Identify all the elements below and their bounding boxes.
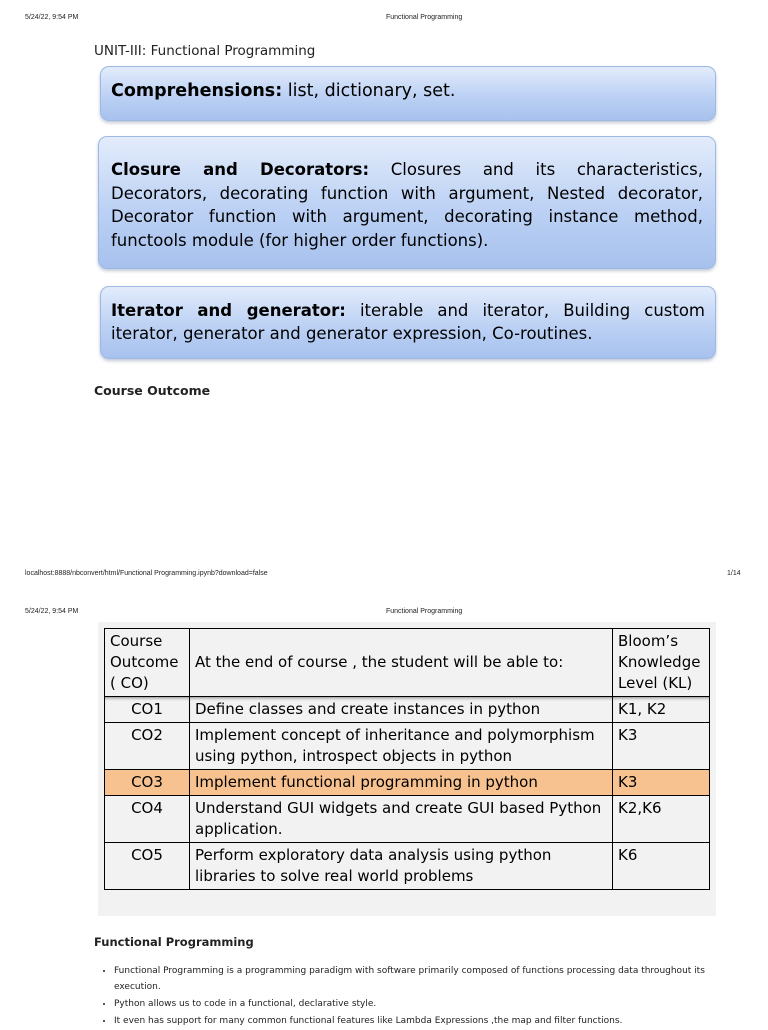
header-description: At the end of course , the student will be able to:	[190, 629, 613, 697]
header-co: Course Outcome ( CO)	[105, 629, 190, 697]
print-title: Functional Programming	[386, 608, 463, 615]
co-description: Perform exploratory data analysis using python libraries to solve real world problems	[190, 843, 613, 890]
box-heading: Closure and Decorators:	[111, 160, 370, 179]
header-kl: Bloom’s Knowledge Level (KL)	[613, 629, 710, 697]
box-text: iterable and iterator, Building custom iterator, generator and generator expression, Co-routines.	[111, 301, 706, 343]
functional-programming-heading: Functional Programming	[94, 935, 254, 949]
box-text: Closures and its characteristics, Decorators, decorating function with argument, Nested decorator, Decorator function with argument, decorating instance method, functools module (for higher order functions).	[111, 160, 703, 250]
co-code: CO5	[105, 843, 190, 890]
page-url: localhost:8888/nbconvert/html/Functional Programming.ipynb?download=false	[25, 570, 268, 577]
course-outcome-table	[104, 628, 710, 890]
co-code: CO1	[105, 697, 190, 723]
unit-title: UNIT-III: Functional Programming	[94, 43, 316, 59]
co-code: CO3	[105, 770, 190, 796]
comprehensions-box	[100, 66, 716, 121]
co-kl: K1, K2	[613, 697, 710, 723]
co-code: CO2	[105, 723, 190, 770]
list-item: • Python allows us to code in a functional, declarative style.	[114, 996, 734, 1012]
co-kl: K3	[613, 770, 710, 796]
co-kl: K6	[613, 843, 710, 890]
co-code: CO4	[105, 796, 190, 843]
table-header-row	[105, 629, 710, 697]
co-description: Implement functional programming in python	[190, 770, 613, 796]
table-row	[105, 697, 710, 723]
list-item: • Functional Programming is a programming paradigm with software primarily composed of functions processing data throughout its execution.	[114, 963, 734, 995]
iterator-generator-box	[100, 286, 716, 359]
co-description: Implement concept of inheritance and polymorphism using python, introspect objects in python	[190, 723, 613, 770]
print-date: 5/24/22, 9:54 PM	[25, 14, 79, 21]
co-description: Define classes and create instances in python	[190, 697, 613, 723]
fp-bullet-list	[96, 963, 734, 1030]
table-row	[105, 796, 710, 843]
box-heading: Comprehensions:	[111, 81, 283, 101]
co-description: Understand GUI widgets and create GUI based Python application.	[190, 796, 613, 843]
print-date: 5/24/22, 9:54 PM	[25, 608, 79, 615]
table-row	[105, 723, 710, 770]
co-kl: K2,K6	[613, 796, 710, 843]
box-heading: Iterator and generator:	[111, 301, 346, 320]
box-text: list, dictionary, set.	[282, 81, 456, 101]
closure-decorators-box	[98, 136, 716, 269]
print-title: Functional Programming	[386, 14, 463, 21]
co-kl: K3	[613, 723, 710, 770]
table-row	[105, 843, 710, 890]
table-row-highlighted	[105, 770, 710, 796]
course-outcome-heading: Course Outcome	[94, 383, 211, 398]
list-item: • It even has support for many common functional features like Lambda Expressions ,the map and filter functions.	[114, 1013, 734, 1029]
page-number: 1/14	[727, 570, 741, 577]
